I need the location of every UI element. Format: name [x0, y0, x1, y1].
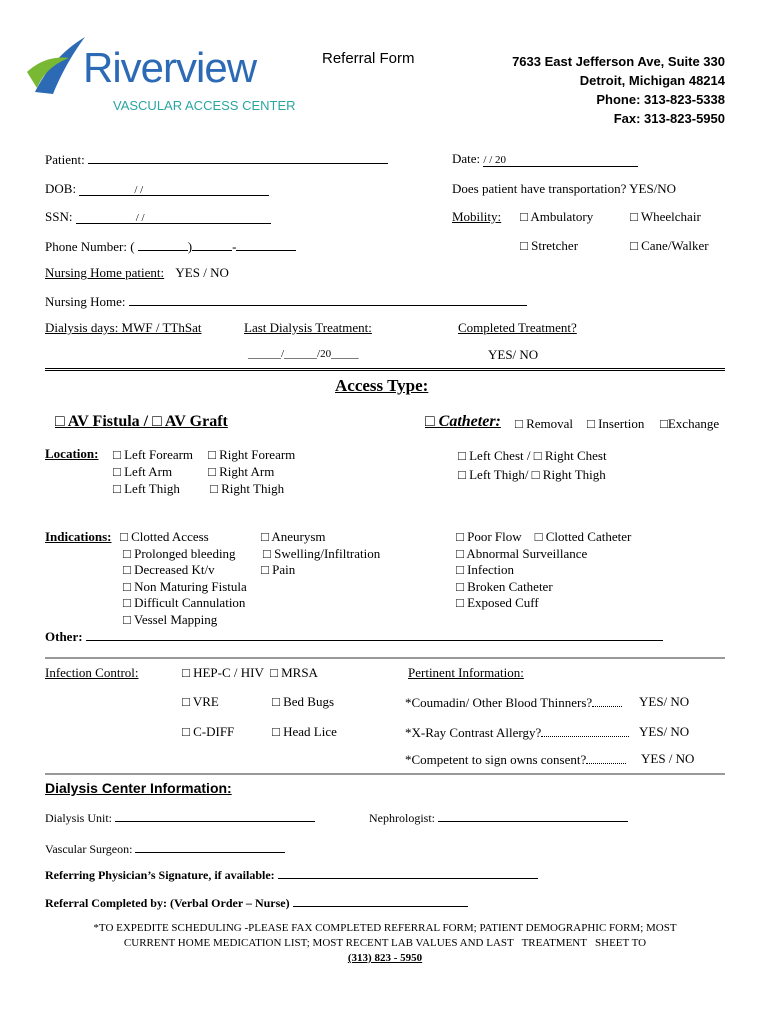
xray-label: *X-Ray Contrast Allergy?: [405, 725, 542, 740]
location-right-thigh[interactable]: □ Right Thigh: [210, 481, 285, 496]
location-left-thigh[interactable]: □ Left Thigh: [113, 481, 180, 496]
mobility-stretcher[interactable]: □ Stretcher: [520, 238, 579, 253]
address-line2: Detroit, Michigan 48214: [579, 73, 725, 88]
access-type-title: Access Type:: [335, 376, 429, 395]
coumadin-label: *Coumadin/ Other Blood Thinners?: [405, 695, 593, 710]
logo: [25, 32, 296, 122]
ind-broken-catheter[interactable]: □ Broken Catheter: [456, 578, 553, 594]
nursing-home-patient[interactable]: [45, 265, 229, 281]
completed-by-field[interactable]: [45, 894, 468, 911]
indications-col1: [120, 529, 247, 628]
footer-fax: (313) 823 - 5950: [347, 952, 423, 964]
transport-question[interactable]: Does patient have transportation? YES/NO: [452, 181, 677, 196]
completed-treatment-yesno[interactable]: YES/ NO: [488, 347, 539, 362]
infection-control-label: Infection Control:: [45, 665, 139, 680]
completed-treatment-label: Completed Treatment?: [458, 320, 577, 335]
av-fistula-graft[interactable]: □ AV Fistula / □ AV Graft: [55, 413, 228, 430]
infection-mrsa[interactable]: □ MRSA: [270, 665, 318, 680]
infection-headlice[interactable]: □ Head Lice: [272, 724, 337, 739]
coumadin-yesno[interactable]: YES/ NO: [639, 694, 690, 709]
infection-cdiff[interactable]: □ C-DIFF: [182, 724, 235, 739]
vascular-surgeon-label: Vascular Surgeon:: [45, 842, 133, 856]
location-col3: [458, 446, 607, 484]
indications-col3: [456, 529, 631, 612]
phone-field[interactable]: [45, 238, 296, 255]
ind-vessel-mapping[interactable]: □ Vessel Mapping: [123, 611, 218, 627]
completed-by-label: Referral Completed by: (Verbal Order – Nurse): [45, 896, 290, 910]
dialysis-days[interactable]: Dialysis days: MWF / TThSat: [45, 320, 202, 335]
dob-label: DOB:: [45, 181, 77, 196]
catheter-text: □ Catheter:: [425, 413, 501, 430]
section-divider-2: [45, 657, 725, 659]
other-label: Other:: [45, 629, 83, 644]
last-treatment-label: Last Dialysis Treatment:: [244, 320, 372, 335]
catheter-label[interactable]: [425, 413, 501, 431]
infection-bedbugs[interactable]: □ Bed Bugs: [272, 694, 335, 709]
location-right-arm[interactable]: □ Right Arm: [208, 464, 275, 479]
location-left-arm[interactable]: □ Left Arm: [113, 464, 173, 479]
ind-pain[interactable]: □ Pain: [261, 562, 296, 577]
location-col1: [113, 446, 193, 497]
phone-paren: ): [187, 239, 193, 254]
mobility-label: Mobility:: [452, 209, 502, 224]
address-block: [512, 52, 725, 128]
phone-label: Phone Number: (: [45, 239, 135, 254]
dialysis-unit-field[interactable]: [45, 809, 315, 826]
date-field[interactable]: [452, 151, 638, 167]
footer-note: [45, 921, 725, 966]
footer-line1: *TO EXPEDITE SCHEDULING -PLEASE FAX COMPLETED REFERRAL FORM; PATIENT DEMOGRAPHIC FORM; MOST: [93, 922, 677, 934]
ssn-field[interactable]: [45, 209, 271, 225]
section-divider-3: [45, 773, 725, 775]
nephrologist-label: Nephrologist:: [369, 811, 435, 825]
last-treatment-date[interactable]: ______/______/20_____: [248, 348, 359, 360]
date-slashes: / / 20: [483, 154, 638, 167]
mobility-wheelchair[interactable]: □ Wheelchair: [630, 209, 701, 224]
infection-hepc[interactable]: □ HEP-C / HIV: [182, 665, 264, 680]
ind-prolonged-bleeding[interactable]: □ Prolonged bleeding: [123, 545, 236, 561]
ind-decreased-ktv[interactable]: □ Decreased Kt/v: [123, 562, 215, 577]
brand-subtitle: VASCULAR ACCESS CENTER: [113, 98, 296, 113]
coumadin-question[interactable]: [405, 694, 622, 711]
consent-label: *Competent to sign owns consent?: [405, 752, 587, 767]
nursing-home-field[interactable]: [45, 293, 527, 310]
catheter-exchange[interactable]: □Exchange: [660, 416, 720, 431]
vascular-surgeon-field[interactable]: [45, 840, 285, 857]
ind-poor-flow[interactable]: □ Poor Flow □ Clotted Catheter: [456, 529, 632, 544]
nephrologist-field[interactable]: [369, 809, 628, 826]
section-divider: [45, 368, 725, 371]
nursing-home-label: Nursing Home:: [45, 294, 126, 309]
ssn-slashes: / /: [76, 212, 271, 224]
date-label: Date:: [452, 151, 481, 166]
mobility-cane[interactable]: □ Cane/Walker: [630, 238, 709, 253]
form-title: Referral Form: [322, 50, 415, 67]
ind-difficult-cannulation[interactable]: □ Difficult Cannulation: [123, 595, 246, 610]
patient-label: Patient:: [45, 152, 85, 167]
consent-yesno[interactable]: YES / NO: [641, 751, 695, 766]
ind-exposed-cuff[interactable]: □ Exposed Cuff: [456, 595, 539, 610]
other-field[interactable]: [45, 628, 663, 645]
ssn-label: SSN:: [45, 209, 73, 224]
location-col2: [208, 446, 295, 497]
location-right-forearm[interactable]: □ Right Forearm: [208, 447, 296, 462]
signature-label: Referring Physician’s Signature, if available:: [45, 868, 275, 882]
phone-text: Phone: 313-823-5338: [596, 92, 725, 107]
catheter-removal[interactable]: □ Removal: [515, 416, 574, 431]
ind-aneurysm[interactable]: □ Aneurysm: [261, 529, 326, 544]
signature-field[interactable]: [45, 866, 538, 883]
nursing-home-yesno: YES / NO: [175, 265, 229, 280]
catheter-insertion[interactable]: □ Insertion: [587, 416, 645, 431]
location-thigh[interactable]: □ Left Thigh/ □ Right Thigh: [458, 467, 606, 482]
indications-label: Indications:: [45, 529, 112, 544]
ind-clotted-access[interactable]: □ Clotted Access: [120, 529, 209, 544]
address-line1: 7633 East Jefferson Ave, Suite 330: [512, 54, 725, 69]
ind-swelling[interactable]: □ Swelling/Infiltration: [263, 545, 381, 561]
consent-question[interactable]: [405, 751, 626, 768]
dob-field[interactable]: [45, 181, 269, 197]
brand-name: Riverview: [83, 44, 257, 91]
dialysis-unit-label: Dialysis Unit:: [45, 811, 113, 825]
nursing-home-patient-label: Nursing Home patient:: [45, 265, 165, 280]
dialysis-center-title: Dialysis Center Information:: [45, 780, 232, 796]
infection-vre[interactable]: □ VRE: [182, 694, 219, 709]
ind-abnormal-surveillance[interactable]: □ Abnormal Surveillance: [456, 545, 588, 561]
footer-line2: CURRENT HOME MEDICATION LIST; MOST RECENT LAB VALUES AND LAST TREATMENT SHEET TO: [123, 937, 647, 949]
fax-text: Fax: 313-823-5950: [613, 111, 725, 126]
ind-infection[interactable]: □ Infection: [456, 562, 515, 577]
location-left-forearm[interactable]: □ Left Forearm: [113, 447, 194, 462]
indications-col2: [261, 529, 380, 579]
dob-slashes: / /: [79, 184, 269, 196]
ind-non-maturing[interactable]: □ Non Maturing Fistula: [123, 578, 247, 594]
phone-dash: -: [232, 239, 237, 254]
xray-question[interactable]: [405, 724, 629, 741]
xray-yesno[interactable]: YES/ NO: [639, 724, 690, 739]
pertinent-info-label: Pertinent Information:: [408, 665, 524, 680]
patient-field[interactable]: [45, 151, 388, 168]
mobility-ambulatory[interactable]: □ Ambulatory: [520, 209, 594, 224]
location-label: Location:: [45, 446, 99, 461]
location-chest[interactable]: □ Left Chest / □ Right Chest: [458, 448, 607, 463]
